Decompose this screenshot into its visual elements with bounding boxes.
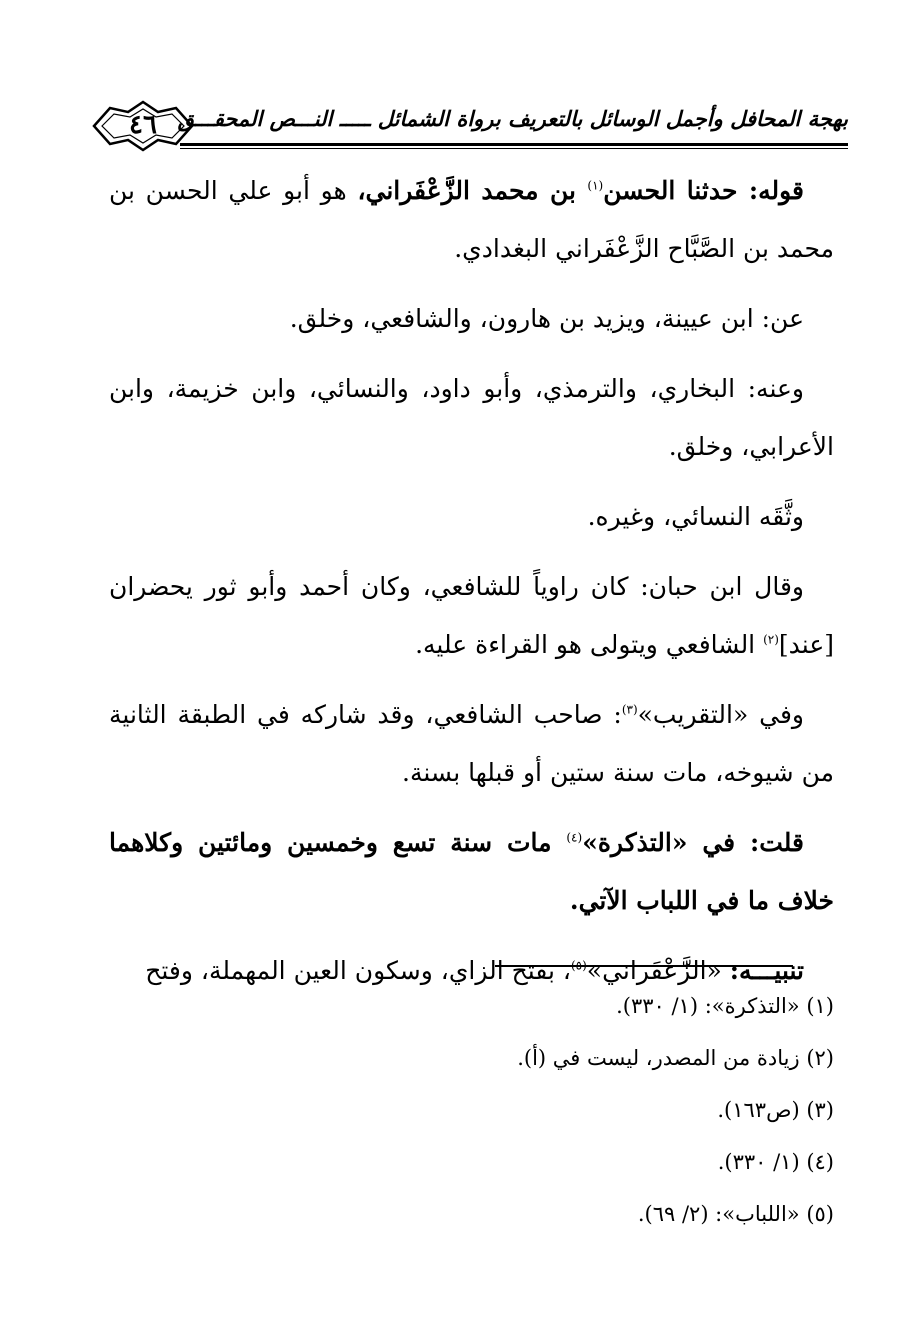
header-rule (180, 143, 848, 146)
paragraph-4 (109, 488, 834, 546)
footnote-ref-5: (٥) (570, 958, 587, 973)
paragraph-1 (109, 162, 834, 278)
paragraph-1-lead-name: بن محمد الزَّعْفَراني، (357, 176, 588, 205)
paragraph-2-text: عن: ابن عيينة، ويزيد بن هارون، والشافعي، وخلق. (289, 304, 804, 333)
paragraph-4-text: وثَّقَه النسائي، وغيره. (587, 502, 804, 531)
paragraph-2 (109, 290, 834, 348)
footnote-3: (٣) (ص١٦٣). (717, 1098, 834, 1122)
paragraph-3-text: وعنه: البخاري، والترمذي، وأبو داود، والنسائي، وابن خزيمة، وابن الأعرابي، وخلق. (109, 374, 834, 461)
footnote-ref-1: (١) (587, 178, 604, 193)
footnote-ref-2: (٢) (763, 632, 779, 647)
paragraph-8-lead: تنبيـــه: (729, 956, 804, 985)
paragraph-7-text-b: مات سنة تسع وخمسين ومائتين وكلاهما خلاف ما في اللباب الآتي. (109, 828, 834, 915)
header-rule-thin (180, 148, 848, 149)
paragraph-7 (109, 814, 834, 930)
running-title: بهجة المحافل وأجمل الوسائل بالتعريف برواة الشمائل ـــــ النـــص المحقـــق (177, 106, 848, 131)
footnote-ref-4: (٤) (566, 830, 583, 845)
paragraph-5-text-a: وقال ابن حبان: كان راوياً للشافعي، وكان أحمد وأبو ثور يحضران [عند] (109, 572, 834, 659)
footnotes (109, 980, 834, 1240)
paragraph-5-text-b: الشافعي ويتولى هو القراءة عليه. (415, 630, 764, 659)
footnote-2: (٢) زيادة من المصدر، ليست في (أ). (517, 1046, 834, 1070)
paragraph-6-text-b: : صاحب الشافعي، وقد شاركه في الطبقة الثانية من شيوخه، مات سنة ستين أو قبلها بسنة. (109, 700, 834, 787)
paragraph-6 (109, 686, 834, 802)
footnote-separator (495, 965, 793, 967)
paragraph-7-text-a: قلت: في «التذكرة» (582, 828, 804, 857)
footnote-1: (١) «التذكرة»: (١/ ٣٣٠). (616, 994, 834, 1018)
paragraph-5 (109, 558, 834, 674)
footnote-5: (٥) «اللباب»: (٢/ ٦٩). (637, 1202, 834, 1226)
page-header (88, 98, 848, 158)
paragraph-1-lead: قوله: حدثنا الحسن (603, 176, 804, 205)
paragraph-1-text: هو أبو علي الحسن بن محمد بن الصَّبَّاح الزَّعْفَراني البغدادي. (109, 176, 834, 263)
paragraph-8-text-a: «الزَّعْفَراني» (586, 956, 730, 985)
paragraph-3 (109, 360, 834, 476)
main-text (109, 162, 834, 1012)
footnote-4: (٤) (١/ ٣٣٠). (717, 1150, 834, 1174)
paragraph-8-text-b: ، بفتح الزاي، وسكون العين المهملة، وفتح (145, 956, 571, 985)
page-number: ٤٦ (129, 110, 157, 140)
footnote-ref-3: (٣) (621, 702, 638, 717)
paragraph-6-text-a: وفي «التقريب» (637, 700, 804, 729)
